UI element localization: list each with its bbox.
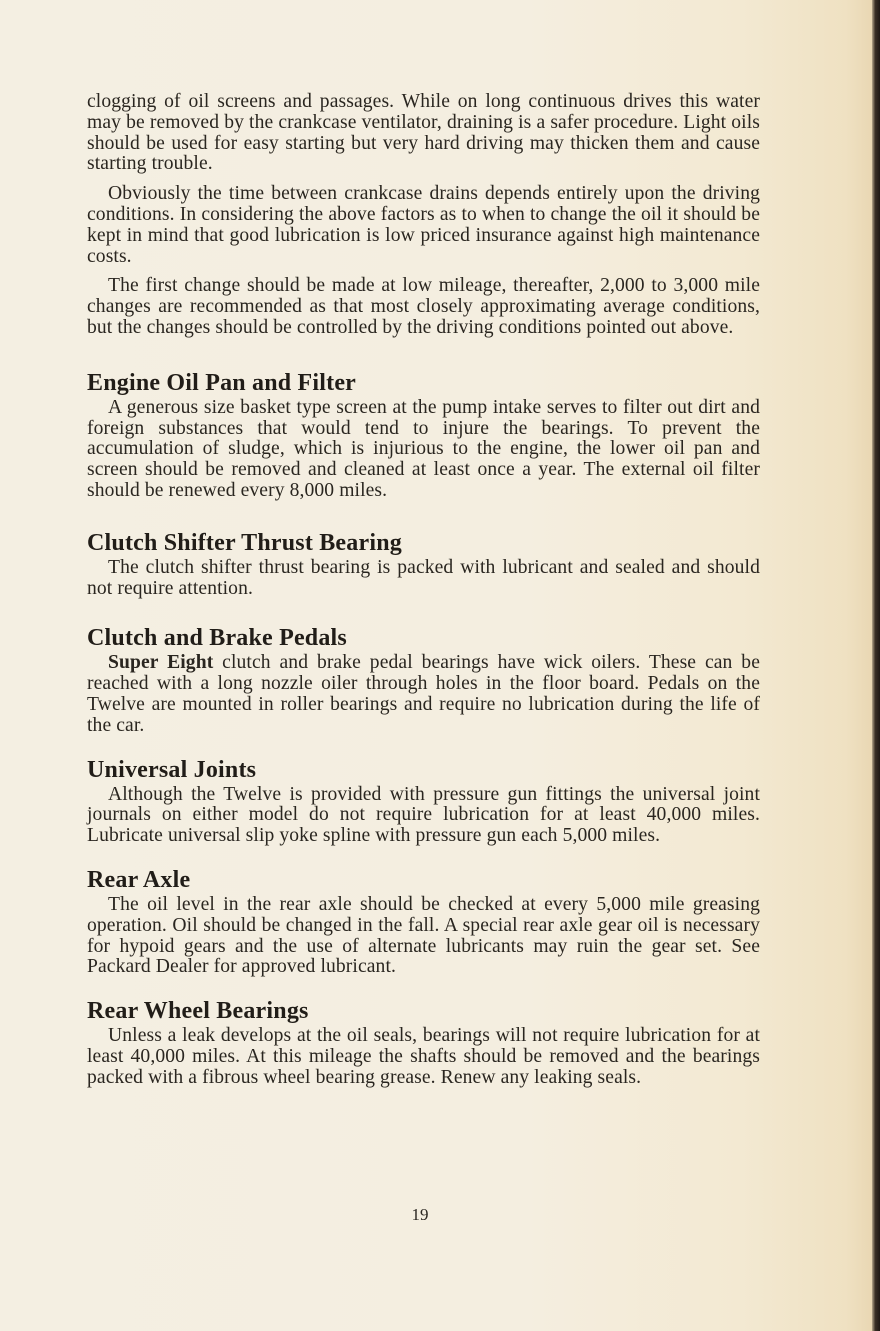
section-body-text: clutch and brake pedal bearings have wick oilers. These can be reached with a long nozzle oiler through holes in the floor board. Pedals on the Twelve are mounted in roller bearings and require no lubrication during the life of the car. xyxy=(87,652,760,736)
section-heading: Universal Joints xyxy=(87,756,257,783)
page-number: 19 xyxy=(411,1205,429,1224)
section-universal-joints xyxy=(87,756,760,847)
intro-paragraph-first-change: The first change should be made at low mileage, thereafter, 2,000 to 3,000 mile changes are recommended as that most closely approximating average conditions, but the changes should be controlled by the driving conditions pointed out above. xyxy=(87,275,760,338)
section-body: Although the Twelve is provided with pressure gun fittings the universal joint journals on either model do not require lubrication for at least 40,000 miles. Lubricate universal slip yoke spline with pressure gun each 5,000 miles. xyxy=(87,783,760,847)
section-body: A generous size basket type screen at the pump intake serves to filter out dirt and foreign substances that would tend to injure the bearings. To prevent the accumulation of sludge, which is injurious to the engine, the lower oil pan and screen should be removed and cleaned at least once a year. The external oil filter should be renewed every 8,000 miles. xyxy=(87,396,760,501)
model-name-super-eight: Super Eight xyxy=(108,652,214,674)
section-rear-axle xyxy=(87,866,760,978)
section-heading: Rear Axle xyxy=(87,866,191,893)
section-rear-wheel-bearings xyxy=(87,997,760,1088)
intro-paragraph-drain-interval: Obviously the time between crankcase drains depends entirely upon the driving conditions. In considering the above factors as to when to change the oil it should be kept in mind that good lubrication is low priced insurance against high maintenance costs. xyxy=(87,183,760,267)
section-heading: Clutch Shifter Thrust Bearing xyxy=(87,529,402,556)
section-clutch-brake-pedals xyxy=(87,624,760,736)
page-content xyxy=(87,92,760,1089)
section-body: The oil level in the rear axle should be checked at every 5,000 mile greasing operation. Oil should be changed in the fall. A special rear axle gear oil is necessary for hypoid gears and the use of alternate lubricants may ruin the gear set. See Packard Dealer for approved lubricant. xyxy=(87,893,760,978)
section-engine-oil-pan xyxy=(87,369,760,502)
intro-paragraph-continued: clogging of oil screens and passages. While on long continuous drives this water may be removed by the crankcase ventilator, draining is a safer procedure. Light oils should be used for easy starting but very hard driving may thicken them and cause starting trouble. xyxy=(87,91,760,175)
section-heading: Clutch and Brake Pedals xyxy=(87,625,347,652)
section-body xyxy=(87,653,760,736)
page-binding-edge xyxy=(872,0,880,1331)
section-clutch-shifter-thrust-bearing xyxy=(87,529,760,600)
section-body: The clutch shifter thrust bearing is packed with lubricant and sealed and should not require attention. xyxy=(87,556,760,599)
section-body: Unless a leak develops at the oil seals, bearings will not require lubrication for at least 40,000 miles. At this mileage the shafts should be removed and the bearings packed with a fibrous wheel bearing grease. Renew any leaking seals. xyxy=(87,1025,760,1088)
section-heading: Rear Wheel Bearings xyxy=(87,998,309,1025)
section-heading: Engine Oil Pan and Filter xyxy=(87,369,357,396)
